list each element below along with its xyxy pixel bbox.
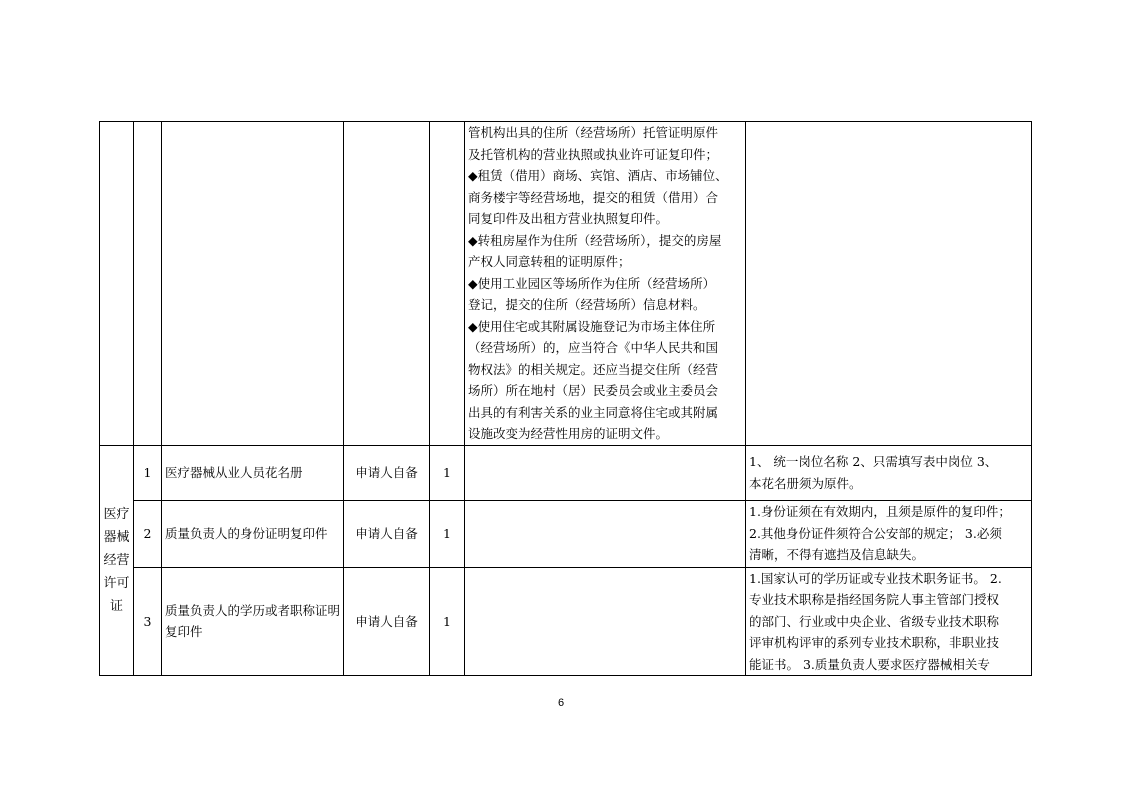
requirement-line: ◆转租房屋作为住所（经营场所），提交的房屋	[468, 232, 722, 248]
requirement-line: 出具的有利害关系的业主同意将住宅或其附属	[468, 404, 719, 420]
note-line: 的部门、行业或中央企业、省级专业技术职称	[749, 613, 1000, 629]
requirement-line: 物权法》的相关规定。还应当提交住所（经营	[468, 361, 719, 377]
requirement-line: 产权人同意转租的证明原件；	[468, 254, 631, 269]
requirements-cell-empty	[465, 500, 746, 567]
requirement-line: 场所）所在地村（居）民委员会或业主委员会	[468, 383, 719, 398]
table-row	[100, 567, 1032, 676]
note-line: 专业技术职称是指经国务院人事主管部门授权	[749, 592, 1000, 607]
category-cell-empty	[100, 122, 134, 446]
notes-cell	[746, 445, 1032, 500]
count-cell-empty	[430, 122, 465, 446]
category-line: 医疗	[103, 506, 130, 522]
notes-cell	[746, 567, 1032, 676]
table-row	[100, 500, 1032, 567]
notes-cell-empty	[746, 122, 1032, 446]
note-line: 评审机构评审的系列专业技术职称，非职业技	[749, 635, 1000, 650]
notes-cell	[746, 500, 1032, 567]
material-cell-empty	[162, 122, 344, 446]
requirement-line: 同复印件及出租方营业执照复印件。	[468, 211, 669, 226]
requirement-line: （经营场所）的，应当符合《中华人民共和国	[468, 340, 719, 355]
material-name: 医疗器械从业人员花名册	[162, 445, 344, 500]
note-line: 1、 统一岗位名称 2、只需填写表中岗位 3、	[749, 454, 998, 469]
note-line: 本花名册须为原件。	[749, 475, 862, 491]
materials-table	[99, 121, 1032, 676]
requirement-line: 商务楼宇等经营场地，提交的租赁（借用）合	[468, 189, 719, 205]
material-source: 申请人自备	[344, 567, 430, 676]
note-line: 清晰，不得有遮挡及信息缺失。	[749, 547, 925, 563]
requirements-cell-empty	[465, 567, 746, 676]
requirement-line: 登记，提交的住所（经营场所）信息材料。	[468, 297, 706, 312]
category-line: 器械	[103, 529, 130, 545]
requirement-line: 及托管机构的营业执照或执业许可证复印件；	[468, 146, 719, 162]
requirement-line: 设施改变为经营性用房的证明文件。	[468, 426, 669, 441]
material-count: 1	[430, 500, 465, 567]
note-line: 1.身份证须在有效期内，且须是原件的复印件；	[749, 504, 1011, 520]
material-name: 质量负责人的学历或者职称证明复印件	[162, 567, 344, 676]
note-line: 2.其他身份证件须符合公安部的规定； 3.必须	[749, 525, 1002, 541]
note-line: 1.国家认可的学历证或专业技术职务证书。 2.	[749, 570, 1002, 586]
material-source: 申请人自备	[344, 445, 430, 500]
row-number: 1	[134, 445, 162, 500]
material-count: 1	[430, 445, 465, 500]
note-line: 能证书。 3.质量负责人要求医疗器械相关专	[749, 656, 990, 672]
table-row-continued	[100, 122, 1032, 446]
requirement-line: 管机构出具的住所（经营场所）托管证明原件	[468, 125, 719, 140]
material-count: 1	[430, 567, 465, 676]
category-cell	[100, 445, 134, 676]
row-number: 2	[134, 500, 162, 567]
material-name: 质量负责人的身份证明复印件	[162, 500, 344, 567]
category-line: 许可	[103, 575, 130, 591]
source-cell-empty	[344, 122, 430, 446]
requirement-line: ◆使用住宅或其附属设施登记为市场主体住所	[468, 318, 716, 334]
requirements-cell	[465, 122, 746, 446]
material-source: 申请人自备	[344, 500, 430, 567]
requirement-line: ◆使用工业园区等场所作为住所（经营场所）	[468, 275, 716, 291]
page-number: 6	[557, 697, 565, 709]
num-cell-empty	[134, 122, 162, 446]
category-line: 证	[109, 598, 123, 614]
category-line: 经营	[103, 552, 130, 568]
requirement-line: ◆租赁（借用）商场、宾馆、酒店、市场铺位、	[468, 168, 728, 183]
table-row	[100, 445, 1032, 500]
requirements-cell-empty	[465, 445, 746, 500]
row-number: 3	[134, 567, 162, 676]
